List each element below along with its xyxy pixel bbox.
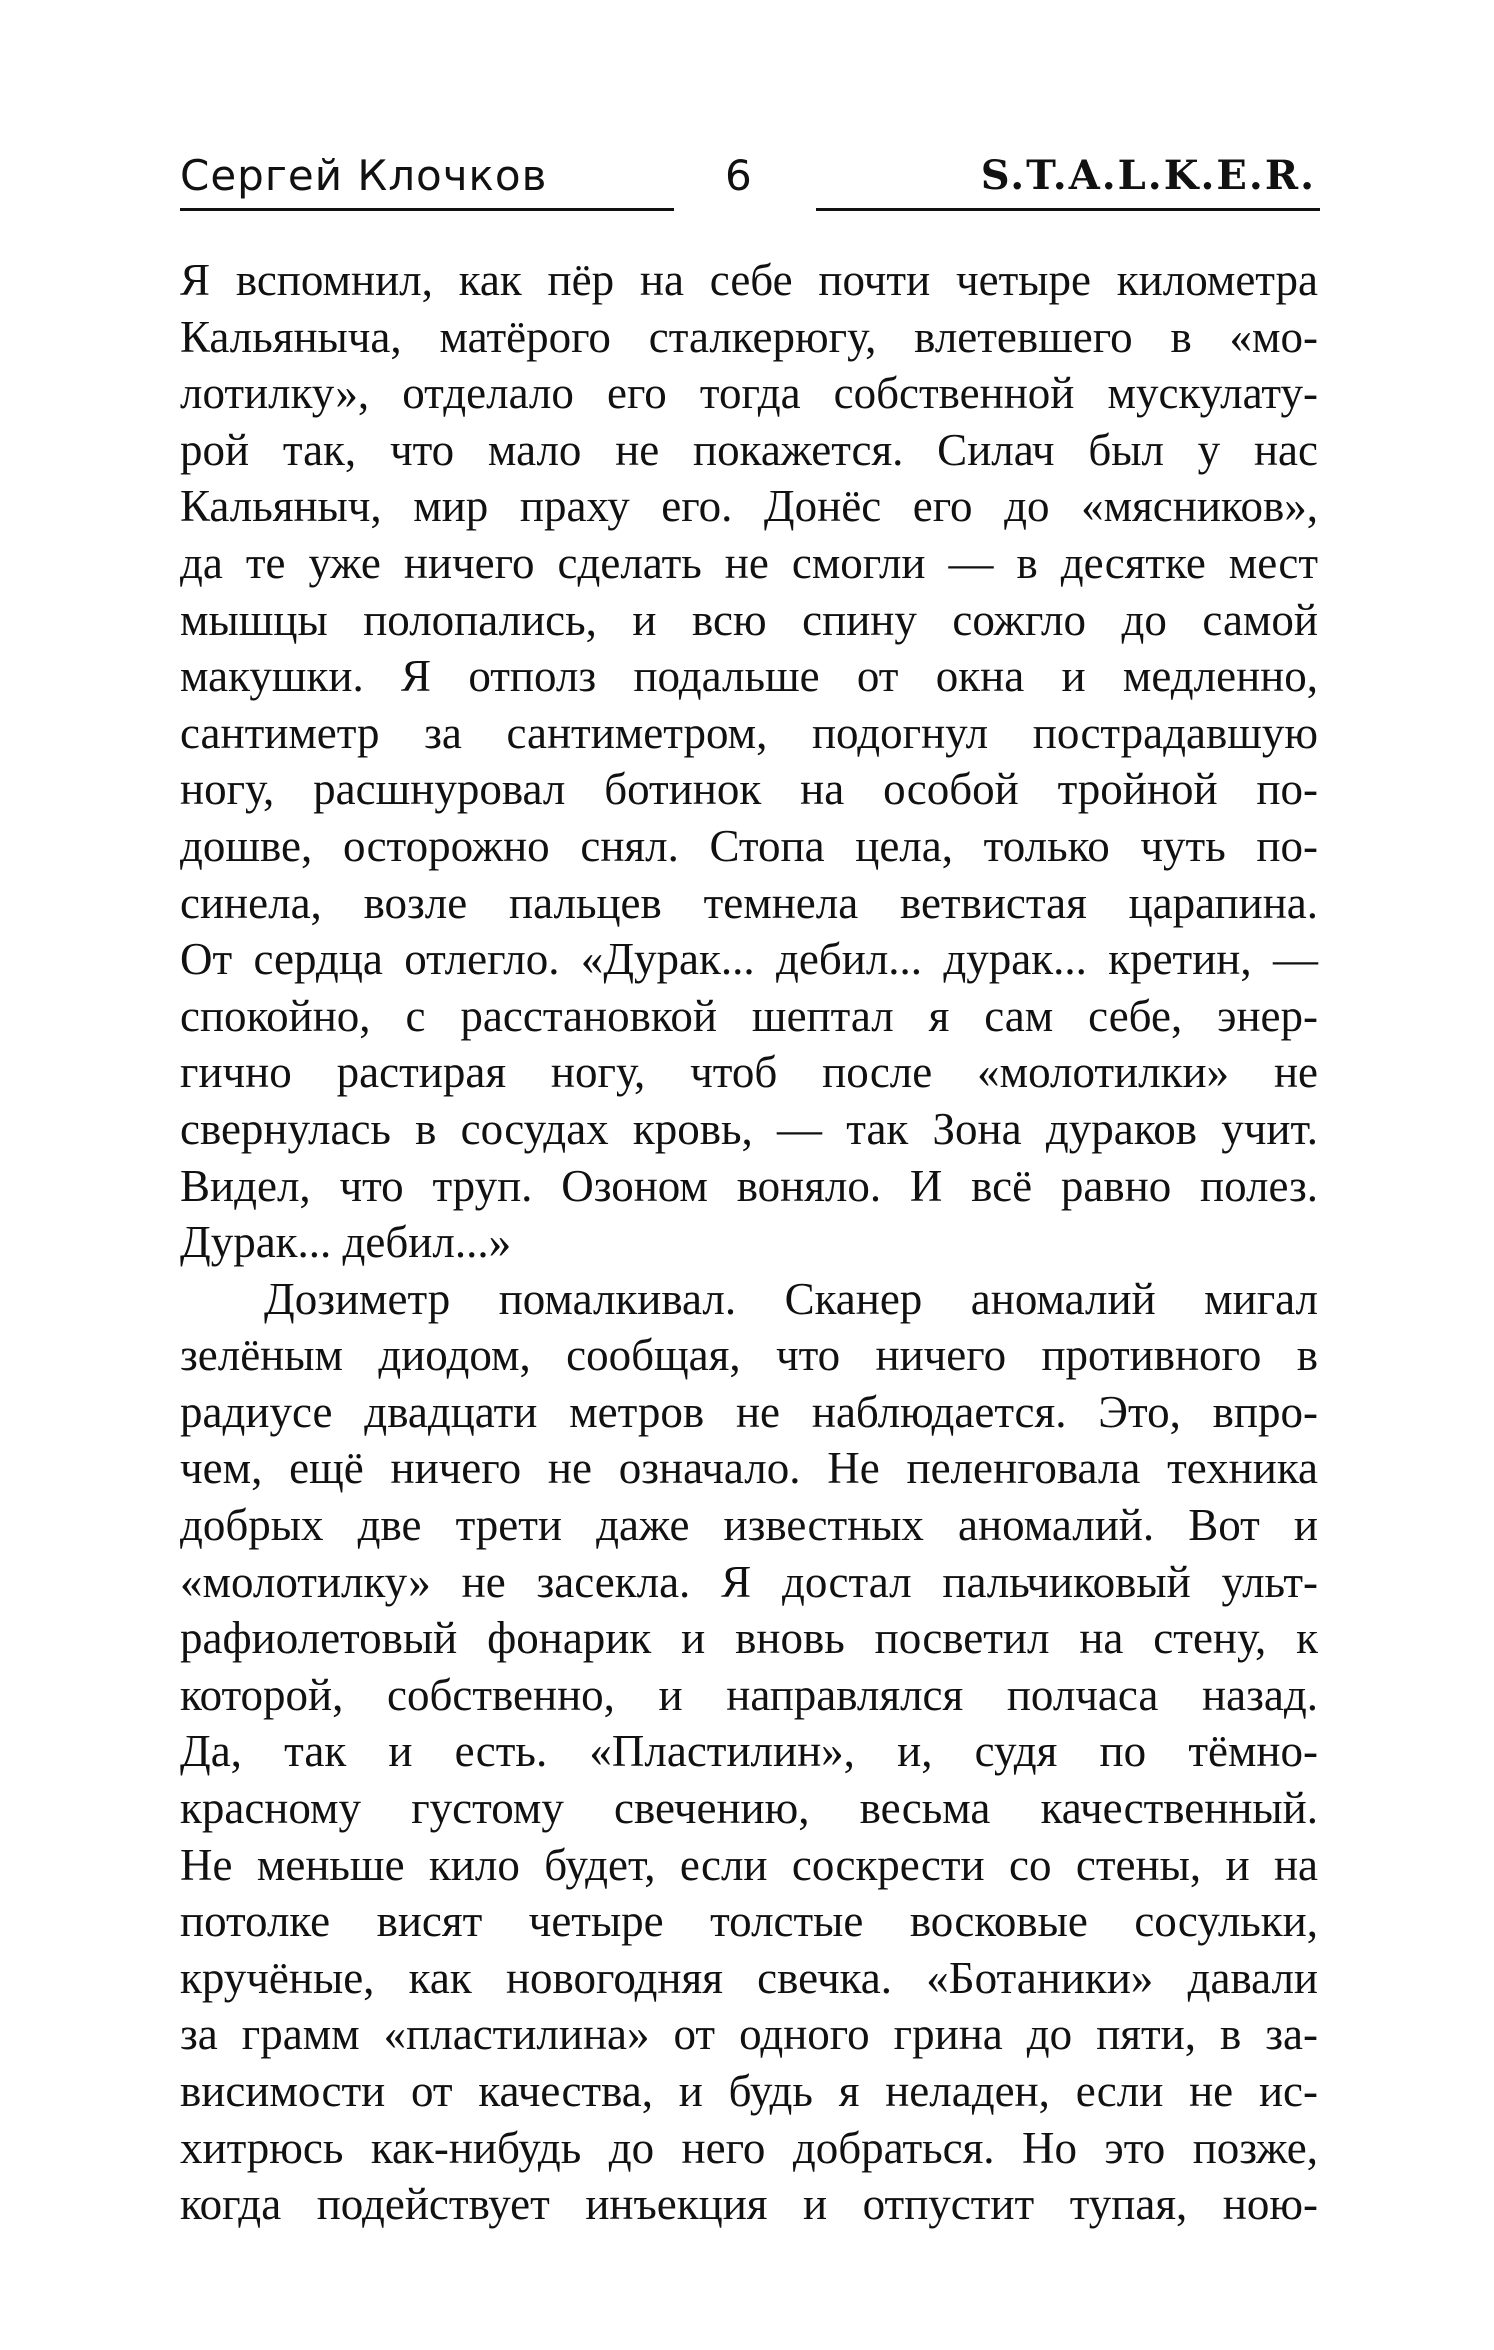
header-author: Сергей Клочков — [180, 151, 548, 200]
text-line: спокойно, с расстановкой шептал я сам себе, энер- — [180, 990, 1318, 1041]
text-line: рой так, что мало не покажется. Силач был у нас — [180, 424, 1318, 475]
header-rule-left — [180, 208, 674, 211]
text-line: чем, ещё ничего не означало. Не пеленговала техника — [180, 1443, 1318, 1494]
text-line: которой, собственно, и направлялся полчаса назад. — [180, 1669, 1318, 1720]
text-line: От сердца отлегло. «Дурак... дебил... дурак... кретин, — — [180, 934, 1318, 985]
text-line: добрых две трети даже известных аномалий. Вот и — [180, 1500, 1318, 1551]
text-line: гично растирая ногу, чтоб после «молотилки» не — [180, 1047, 1318, 1098]
text-line: рафиолетовый фонарик и вновь посветил на стену, к — [180, 1613, 1318, 1664]
text-line: да те уже ничего сделать не смогли — в десятке мест — [180, 537, 1318, 588]
page-number: 6 — [725, 151, 752, 200]
text-line: кручёные, как новогодняя свечка. «Ботаники» давали — [180, 1952, 1318, 2003]
text-line: красному густому свечению, весьма качественный. — [180, 1783, 1318, 1834]
text-line: синела, возле пальцев темнела ветвистая царапина. — [180, 877, 1318, 928]
text-line: когда подействует инъекция и отпустит тупая, ною- — [180, 2179, 1318, 2230]
text-line: Кальяныча, матёрого сталкерюгу, влетевшего в «мо- — [180, 311, 1318, 362]
text-line: дошве, осторожно снял. Стопа цела, только чуть по- — [180, 820, 1318, 871]
text-line: Кальяныч, мир праху его. Донёс его до «мясников», — [180, 481, 1318, 532]
text-line: зелёным диодом, сообщая, что ничего противного в — [180, 1330, 1318, 1381]
text-line: сантиметр за сантиметром, подогнул пострадавшую — [180, 707, 1318, 758]
running-header — [180, 148, 1320, 218]
text-line: Видел, что труп. Озоном воняло. И всё равно полез. — [180, 1160, 1318, 1211]
text-line: за грамм «пластилина» от одного грина до пяти, в за- — [180, 2009, 1318, 2060]
text-line: потолке висят четыре толстые восковые сосульки, — [180, 1896, 1318, 1947]
header-book-title: S.T.A.L.K.E.R. — [980, 152, 1316, 199]
text-line: «молотилку» не засекла. Я достал пальчиковый ульт- — [180, 1556, 1318, 1607]
text-line: Дозиметр помалкивал. Сканер аномалий мигал — [264, 1273, 1318, 1324]
text-line: лотилку», отделало его тогда собственной мускулату- — [180, 368, 1318, 419]
text-line: мышцы полопались, и всю спину сожгло до самой — [180, 594, 1318, 645]
text-line: макушки. Я отполз подальше от окна и медленно, — [180, 651, 1318, 702]
text-line: Дурак... дебил...» — [180, 1217, 512, 1268]
text-line: радиусе двадцати метров не наблюдается. Это, впро- — [180, 1386, 1318, 1437]
text-line: хитрюсь как-нибудь до него добраться. Но это позже, — [180, 2122, 1318, 2173]
header-rule-right — [816, 208, 1320, 211]
text-line: Я вспомнил, как пёр на себе почти четыре километра — [180, 255, 1318, 305]
text-line: ногу, расшнуровал ботинок на особой тройной по- — [180, 764, 1318, 815]
body-text — [180, 252, 1318, 2233]
text-line: свернулась в сосудах кровь, — так Зона дураков учит. — [180, 1103, 1318, 1154]
text-line: висимости от качества, и будь я неладен, если не ис- — [180, 2066, 1318, 2116]
text-line: Не меньше кило будет, если соскрести со стены, и на — [180, 1839, 1318, 1890]
text-line: Да, так и есть. «Пластилин», и, судя по тёмно- — [180, 1726, 1318, 1777]
